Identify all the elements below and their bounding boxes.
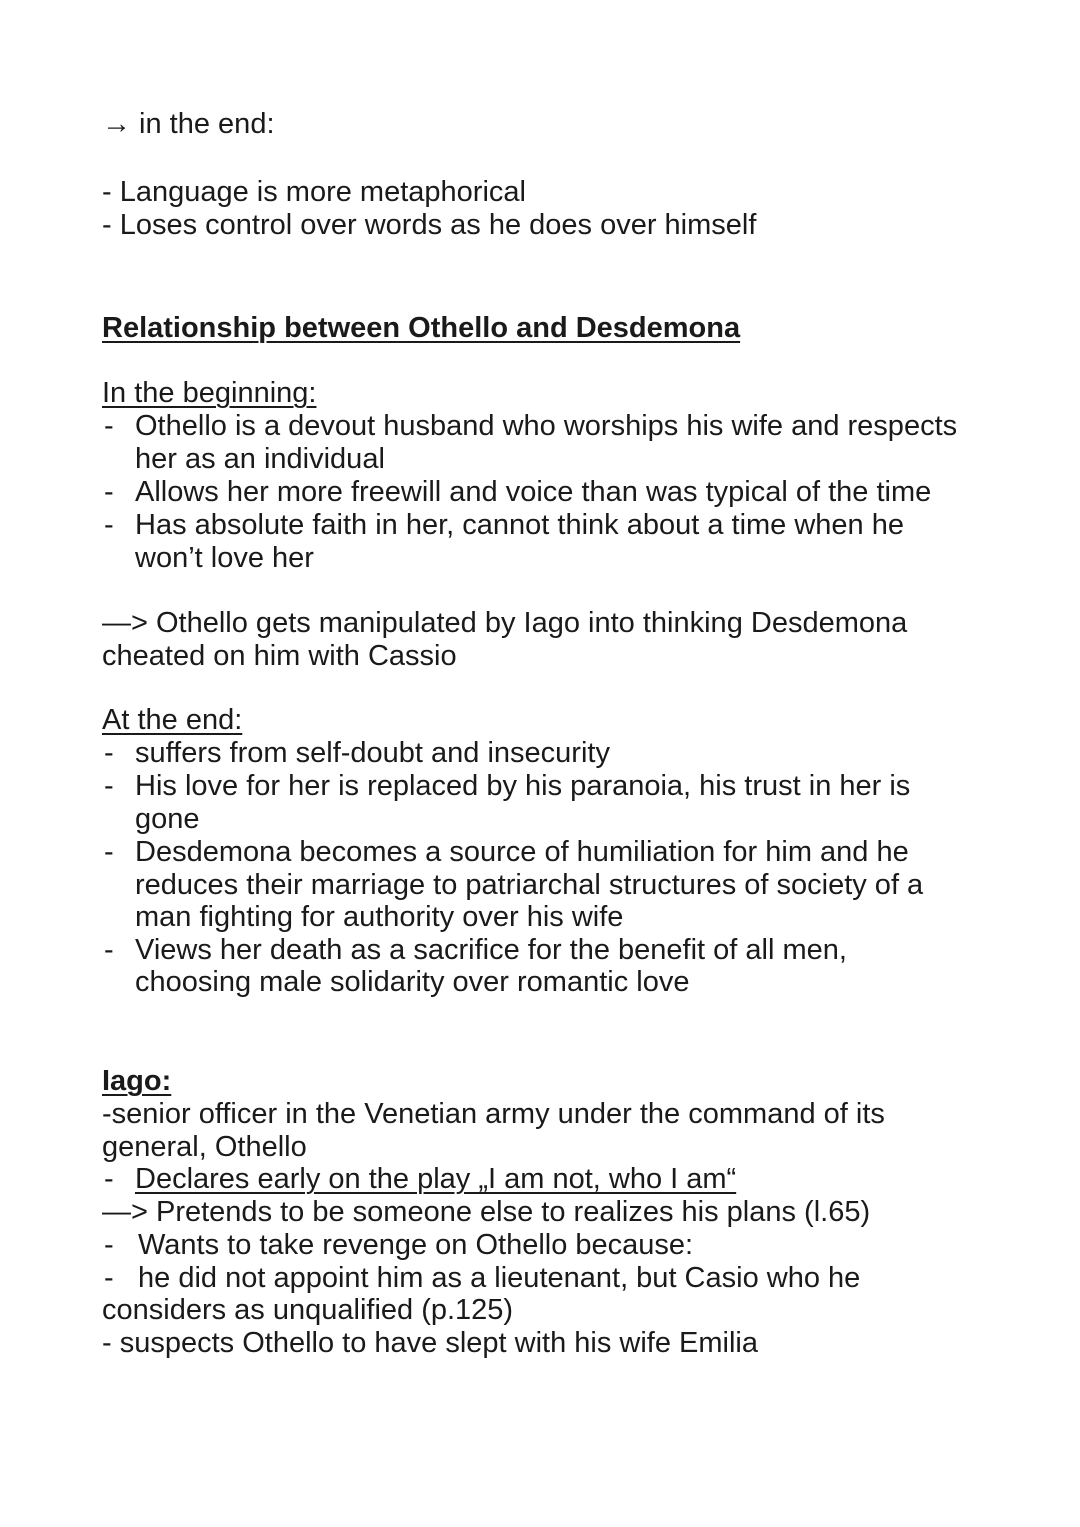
bullet-dash: -	[104, 509, 114, 541]
beginning-bullet-1-line-1: Othello is a devout husband who worships his wife and respects	[135, 410, 958, 442]
bullet-dash: -	[104, 410, 114, 442]
iago-reason-line-1: he did not appoint him as a lieutenant, but Casio who he	[138, 1262, 861, 1294]
beginning-bullet-1-line-2: her as an individual	[135, 443, 385, 475]
end-bullet-4-line-2: choosing male solidarity over romantic love	[135, 966, 690, 998]
transition-line-1: —> Othello gets manipulated by Iago into thinking Desdemona	[102, 607, 908, 639]
end-item-1: - Language is more metaphorical	[102, 176, 526, 208]
end-label: At the end:	[102, 704, 243, 736]
bullet-dash: -	[104, 737, 114, 769]
end-bullet-3-line-1: Desdemona becomes a source of humiliation for him and he	[135, 836, 909, 868]
end-item-2: - Loses control over words as he does over himself	[102, 209, 757, 241]
iago-revenge-dash: -	[104, 1229, 114, 1261]
end-bullet-4-line-1: Views her death as a sacrifice for the benefit of all men,	[135, 934, 847, 966]
bullet-dash: -	[104, 476, 114, 508]
beginning-bullet-3-line-1: Has absolute faith in her, cannot think about a time when he	[135, 509, 904, 541]
iago-reason-line-2: considers as unqualified (p.125)	[102, 1294, 514, 1326]
beginning-label: In the beginning:	[102, 377, 317, 409]
iago-pretends: —> Pretends to be someone else to realizes his plans (l.65)	[102, 1196, 871, 1228]
end-bullet-2-line-2: gone	[135, 803, 200, 835]
end-heading: → in the end:	[102, 108, 275, 140]
relationship-title: Relationship between Othello and Desdemona	[102, 312, 741, 344]
end-bullet-1-line-1: suffers from self-doubt and insecurity	[135, 737, 610, 769]
bullet-dash: -	[104, 770, 114, 802]
iago-line-2: general, Othello	[102, 1131, 307, 1163]
bullet-dash: -	[104, 836, 114, 868]
beginning-bullet-2-line-1: Allows her more freewill and voice than was typical of the time	[135, 476, 932, 508]
end-bullet-3-line-3: man fighting for authority over his wife	[135, 901, 624, 933]
iago-title: Iago:	[102, 1065, 172, 1097]
iago-revenge: Wants to take revenge on Othello because:	[138, 1229, 694, 1261]
iago-reason-dash: -	[104, 1262, 114, 1294]
end-bullet-2-line-1: His love for her is replaced by his paranoia, his trust in her is	[135, 770, 911, 802]
iago-declares: Declares early on the play „I am not, who I am“	[135, 1163, 737, 1195]
bullet-dash: -	[104, 934, 114, 966]
beginning-bullet-3-line-2: won’t love her	[135, 542, 314, 574]
iago-line-1: -senior officer in the Venetian army under the command of its	[102, 1098, 885, 1130]
transition-line-2: cheated on him with Cassio	[102, 640, 457, 672]
iago-suspects: - suspects Othello to have slept with his wife Emilia	[102, 1327, 758, 1359]
iago-declares-dash: -	[104, 1163, 114, 1195]
end-bullet-3-line-2: reduces their marriage to patriarchal structures of society of a	[135, 869, 924, 901]
